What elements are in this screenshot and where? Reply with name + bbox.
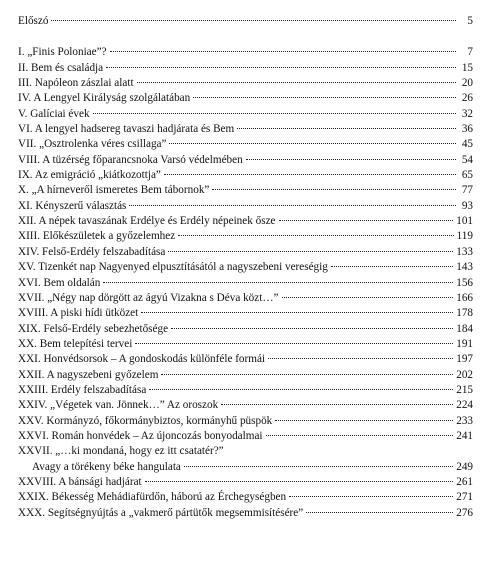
toc-entry: [18, 506, 473, 521]
toc-entry: [18, 214, 473, 229]
toc-entry-page: 15: [461, 61, 473, 74]
toc-entry-title: XXIV. „Végetek van. Jönnek…” Az oroszok: [18, 399, 219, 412]
toc-entry-title: XIV. Felső-Erdély felszabadítása: [18, 245, 166, 258]
dot-leader: [221, 404, 453, 405]
toc-entry-page: 20: [461, 77, 473, 90]
toc-entry-page: 178: [456, 307, 473, 320]
dot-leader: [282, 297, 454, 298]
table-of-contents: [18, 14, 473, 521]
toc-entry: [18, 137, 473, 152]
toc-entry-page: 233: [456, 414, 473, 427]
toc-entry-title: IV. A Lengyel Királyság szolgálatában: [18, 92, 191, 105]
toc-chapter-list: [18, 45, 473, 444]
toc-entry-title: XXI. Honvédsorsok – A gondoskodás különféle formái: [18, 353, 266, 366]
dot-leader: [168, 251, 453, 252]
dot-leader: [137, 82, 456, 83]
toc-entry-title: XX. Bem telepítési tervei: [18, 337, 133, 350]
dot-leader: [129, 205, 456, 206]
toc-entry-title: I. „Finis Poloniae”?: [18, 46, 107, 59]
toc-entry-page: 26: [461, 92, 473, 105]
dot-leader: [103, 282, 453, 283]
toc-entry: [18, 61, 473, 76]
toc-chapter-list-end: [18, 475, 473, 521]
toc-entry-page: 249: [456, 460, 473, 473]
toc-entry-title: VIII. A tüzérség főparancsnoka Varsó védelmében: [18, 153, 243, 166]
toc-entry-page: 271: [456, 491, 473, 504]
toc-entry-page: 202: [456, 368, 473, 381]
toc-entry: [18, 490, 473, 505]
toc-entry: [18, 122, 473, 137]
toc-entry-title: XV. Tizenkét nap Nagyenyed elpusztításától a nagyszebeni vereségig: [18, 261, 328, 274]
toc-entry-chapter-27: [18, 444, 473, 475]
toc-entry-title: XXVI. Román honvédek – Az újoncozás bonyodalmai: [18, 429, 263, 442]
toc-entry: [18, 291, 473, 306]
dot-leader: [184, 466, 453, 467]
toc-entry: [18, 107, 473, 122]
toc-entry: [18, 398, 473, 413]
dot-leader: [171, 328, 453, 329]
dot-leader: [169, 143, 456, 144]
toc-entry-page: 65: [461, 169, 473, 182]
toc-entry-page: 133: [456, 245, 473, 258]
toc-entry: [18, 276, 473, 291]
toc-entry-title: V. Galíciai évek: [18, 107, 90, 120]
toc-entry-page: 32: [461, 107, 473, 120]
dot-leader: [93, 113, 456, 114]
dot-leader: [161, 374, 453, 375]
toc-entry-title: XXIX. Békesség Mehádiafürdőn, háború az Érchegységben: [18, 491, 287, 504]
toc-entry-page: 191: [456, 337, 473, 350]
dot-leader: [149, 389, 453, 390]
toc-entry: [18, 368, 473, 383]
toc-entry-page: 93: [461, 199, 473, 212]
dot-leader: [306, 512, 453, 513]
toc-entry-page: 276: [456, 506, 473, 519]
toc-entry-title: III. Napóleon zászlai alatt: [18, 77, 134, 90]
dot-leader: [275, 420, 453, 421]
dot-leader: [279, 220, 454, 221]
toc-entry: [18, 414, 473, 429]
toc-entry-page: 215: [456, 383, 473, 396]
toc-entry: [18, 352, 473, 367]
toc-entry-title: XXII. A nagyszebeni győzelem: [18, 368, 159, 381]
toc-entry: [18, 199, 473, 214]
dot-leader: [178, 235, 453, 236]
toc-entry-page: 7: [467, 46, 473, 59]
toc-entry-page: 261: [456, 475, 473, 488]
toc-entry: [18, 229, 473, 244]
toc-entry: [18, 322, 473, 337]
toc-entry-title: XXIII. Erdély felszabadítása: [18, 383, 147, 396]
toc-entry-page: 77: [461, 184, 473, 197]
toc-entry: [18, 76, 473, 91]
toc-entry-title: Előszó: [18, 15, 49, 27]
toc-entry-line: [18, 444, 473, 459]
toc-entry: [18, 245, 473, 260]
toc-entry-title: XI. Kényszerű választás: [18, 199, 127, 212]
toc-entry-page: 184: [456, 322, 473, 335]
dot-leader: [141, 312, 453, 313]
dot-leader: [51, 20, 456, 21]
toc-entry-page: 5: [467, 15, 473, 27]
toc-entry-page: 241: [456, 429, 473, 442]
toc-entry-title: X. „A hírneveről ismeretes Bem tábornok”: [18, 184, 210, 197]
toc-entry-title: VII. „Osztrolenka véres csillaga”: [18, 138, 167, 151]
toc-entry: [18, 45, 473, 60]
toc-entry-title: XXVII. „…ki mondaná, hogy ez itt csatatér?”: [18, 445, 224, 458]
toc-entry: [18, 260, 473, 275]
toc-entry: [18, 91, 473, 106]
dot-leader: [268, 358, 453, 359]
dot-leader: [193, 97, 456, 98]
toc-entry-page: 36: [461, 123, 473, 136]
toc-entry: [18, 306, 473, 321]
toc-entry-title: XXX. Segítségnyújtás a „vakmerő pártütők megsemmisítésére”: [18, 506, 304, 519]
toc-entry-title: IX. Az emigráció „kiátkozottja”: [18, 169, 161, 182]
toc-entry: [18, 183, 473, 198]
toc-entry-page: 45: [461, 138, 473, 151]
dot-leader: [331, 266, 453, 267]
toc-entry: [18, 153, 473, 168]
toc-entry-page: 197: [456, 353, 473, 366]
toc-entry-page: 143: [456, 261, 473, 274]
toc-entry-title: XVII. „Négy nap dörgött az ágyú Vizakna s Déva közt…”: [18, 291, 279, 304]
toc-entry-title: XIII. Előkészületek a győzelemhez: [18, 230, 176, 243]
toc-entry-title: XXV. Kormányzó, főkormánybiztos, kormányhű püspök: [18, 414, 273, 427]
toc-entry-title-continued: Avagy a törékeny béke hangulata: [32, 460, 181, 473]
dot-leader: [289, 496, 453, 497]
toc-entry-page: 54: [461, 153, 473, 166]
dot-leader: [110, 51, 456, 52]
toc-entry-page: 156: [456, 276, 473, 289]
toc-entry-title: XVI. Bem oldalán: [18, 276, 101, 289]
toc-entry-title: VI. A lengyel hadsereg tavaszi hadjárata és Bem: [18, 123, 235, 136]
toc-entry: [18, 429, 473, 444]
toc-entry: [18, 337, 473, 352]
dot-leader: [145, 481, 454, 482]
dot-leader: [246, 159, 456, 160]
toc-entry-page: 119: [456, 230, 473, 243]
toc-entry-line: [18, 460, 473, 475]
toc-entry: [18, 475, 473, 490]
dot-leader: [135, 343, 453, 344]
toc-entry-page: 224: [456, 399, 473, 412]
dot-leader: [106, 67, 456, 68]
dot-leader: [237, 128, 456, 129]
toc-entry-title: II. Bem és családja: [18, 61, 104, 74]
dot-leader: [164, 174, 456, 175]
toc-entry-page: 166: [456, 291, 473, 304]
toc-entry: [18, 383, 473, 398]
toc-entry-title: XXVIII. A bánsági hadjárat: [18, 475, 142, 488]
toc-entry: [18, 168, 473, 183]
toc-entry-title: XIX. Felső-Erdély sebezhetősége: [18, 322, 169, 335]
dot-leader: [266, 435, 454, 436]
toc-entry-preface: [18, 14, 473, 29]
toc-entry-title: XVIII. A piski hídi ütközet: [18, 307, 139, 320]
toc-entry-page: 101: [456, 215, 473, 228]
toc-entry-title: XII. A népek tavaszának Erdélye és Erdély népeinek ősze: [18, 215, 276, 228]
dot-leader: [212, 189, 456, 190]
